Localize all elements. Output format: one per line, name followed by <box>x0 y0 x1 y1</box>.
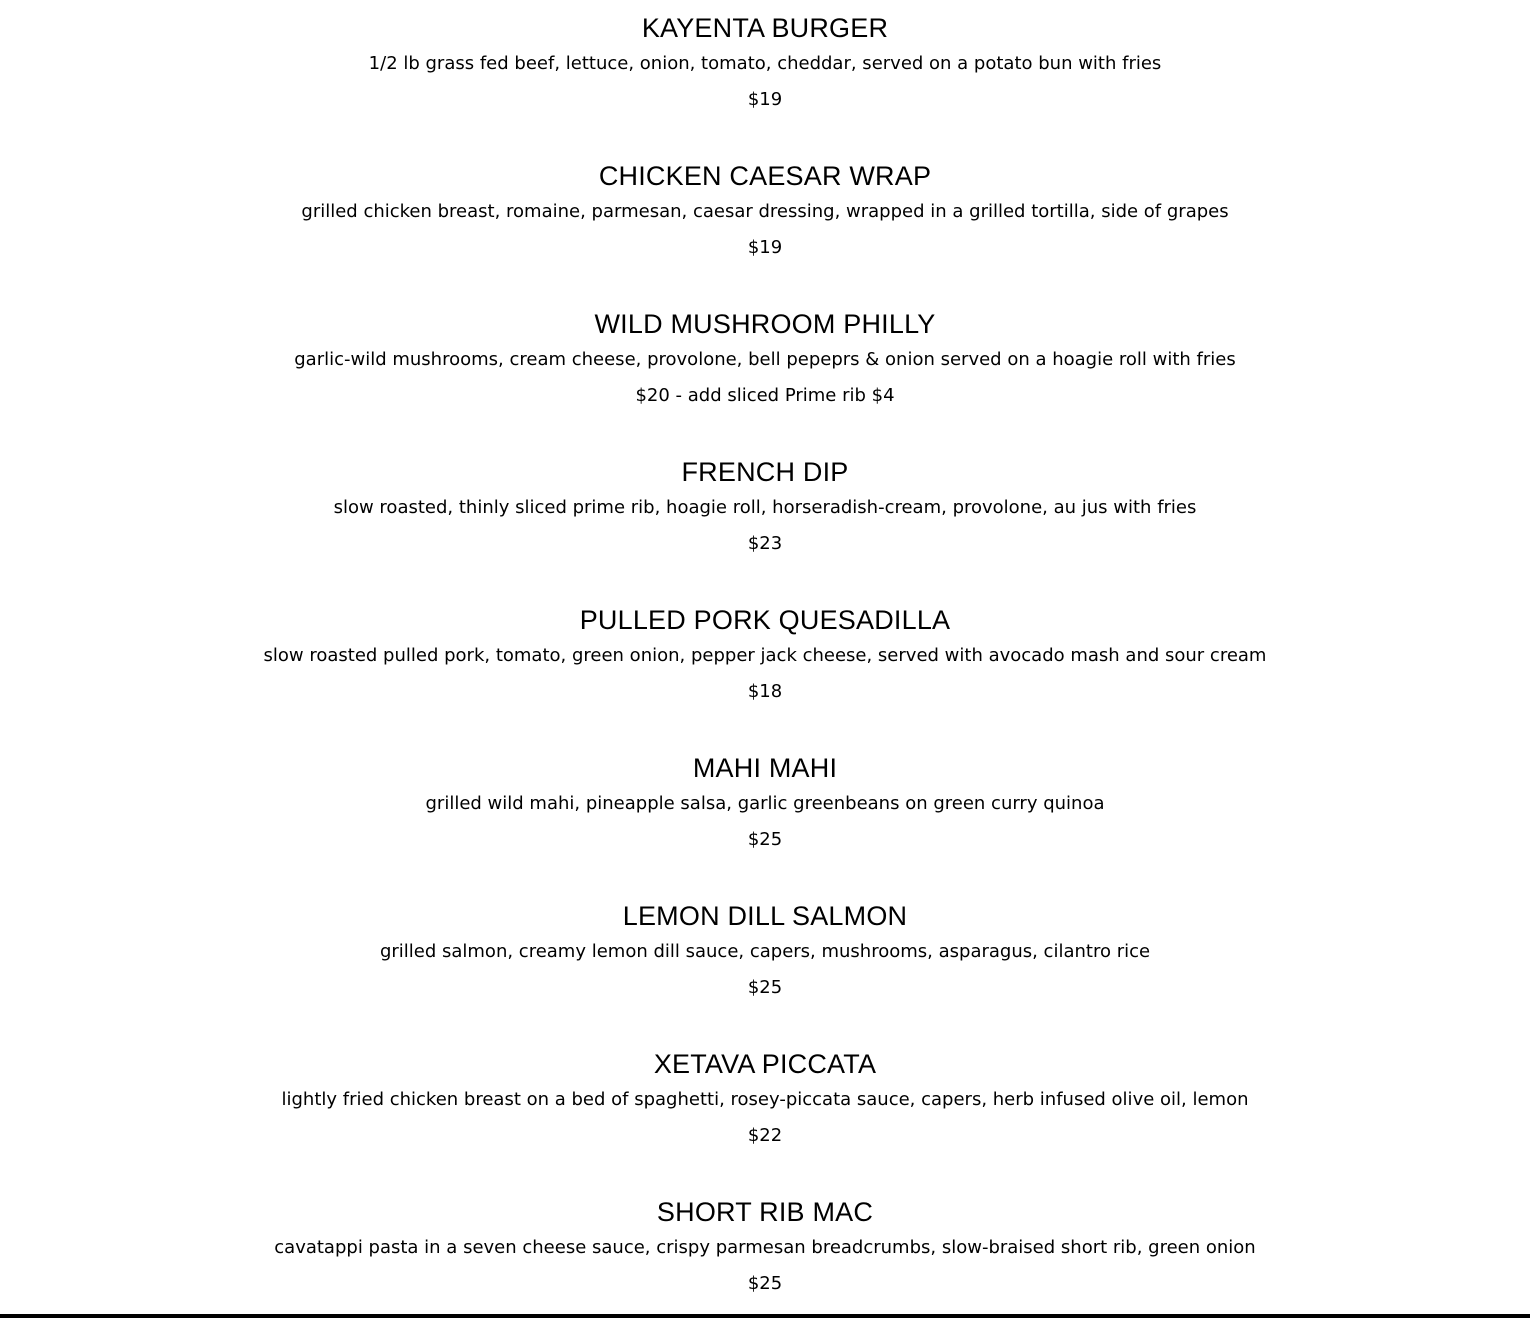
menu-item-price: $25 <box>747 829 783 850</box>
menu-item-name: FRENCH DIP <box>681 457 849 487</box>
menu-item-description: cavatappi pasta in a seven cheese sauce, crispy parmesan breadcrumbs, slow-braised short rib, green onion <box>274 1237 1256 1258</box>
menu-item-description: lightly fried chicken breast on a bed of spaghetti, rosey-piccata sauce, capers, herb infused olive oil, lemon <box>281 1089 1249 1110</box>
menu-item-name: CHICKEN CAESAR WRAP <box>598 161 932 191</box>
menu-item-description: slow roasted, thinly sliced prime rib, hoagie roll, horseradish-cream, provolone, au jus with fries <box>333 497 1197 518</box>
menu-item-price: $20 - add sliced Prime rib $4 <box>635 385 895 406</box>
menu-item-description: 1/2 lb grass fed beef, lettuce, onion, tomato, cheddar, served on a potato bun with fries <box>368 53 1162 74</box>
menu-item-name: PULLED PORK QUESADILLA <box>579 605 951 635</box>
bottom-divider <box>0 1314 1530 1318</box>
menu-item-description: grilled salmon, creamy lemon dill sauce, capers, mushrooms, asparagus, cilantro rice <box>379 941 1151 962</box>
menu-item-price: $25 <box>747 1273 783 1294</box>
menu-item-description: grilled chicken breast, romaine, parmesan, caesar dressing, wrapped in a grilled tortilla, side of grapes <box>301 201 1229 222</box>
menu-item-name: SHORT RIB MAC <box>656 1197 874 1227</box>
menu-item-price: $25 <box>747 977 783 998</box>
menu-item-price: $19 <box>747 237 783 258</box>
menu-item-price: $22 <box>747 1125 783 1146</box>
menu-item-price: $19 <box>747 89 783 110</box>
menu-item-price: $18 <box>747 681 783 702</box>
menu-item-description: grilled wild mahi, pineapple salsa, garlic greenbeans on green curry quinoa <box>425 793 1105 814</box>
menu-item-name: KAYENTA BURGER <box>641 13 889 43</box>
menu-item-name: XETAVA PICCATA <box>653 1049 877 1079</box>
menu-item-description: garlic-wild mushrooms, cream cheese, provolone, bell pepeprs & onion served on a hoagie roll with fries <box>294 349 1236 370</box>
menu-item-name: MAHI MAHI <box>692 753 838 783</box>
menu-item-price: $23 <box>747 533 783 554</box>
menu-item-name: LEMON DILL SALMON <box>622 901 908 931</box>
menu-item-description: slow roasted pulled pork, tomato, green onion, pepper jack cheese, served with avocado mash and sour cream <box>263 645 1267 666</box>
menu-item-name: WILD MUSHROOM PHILLY <box>594 309 936 339</box>
